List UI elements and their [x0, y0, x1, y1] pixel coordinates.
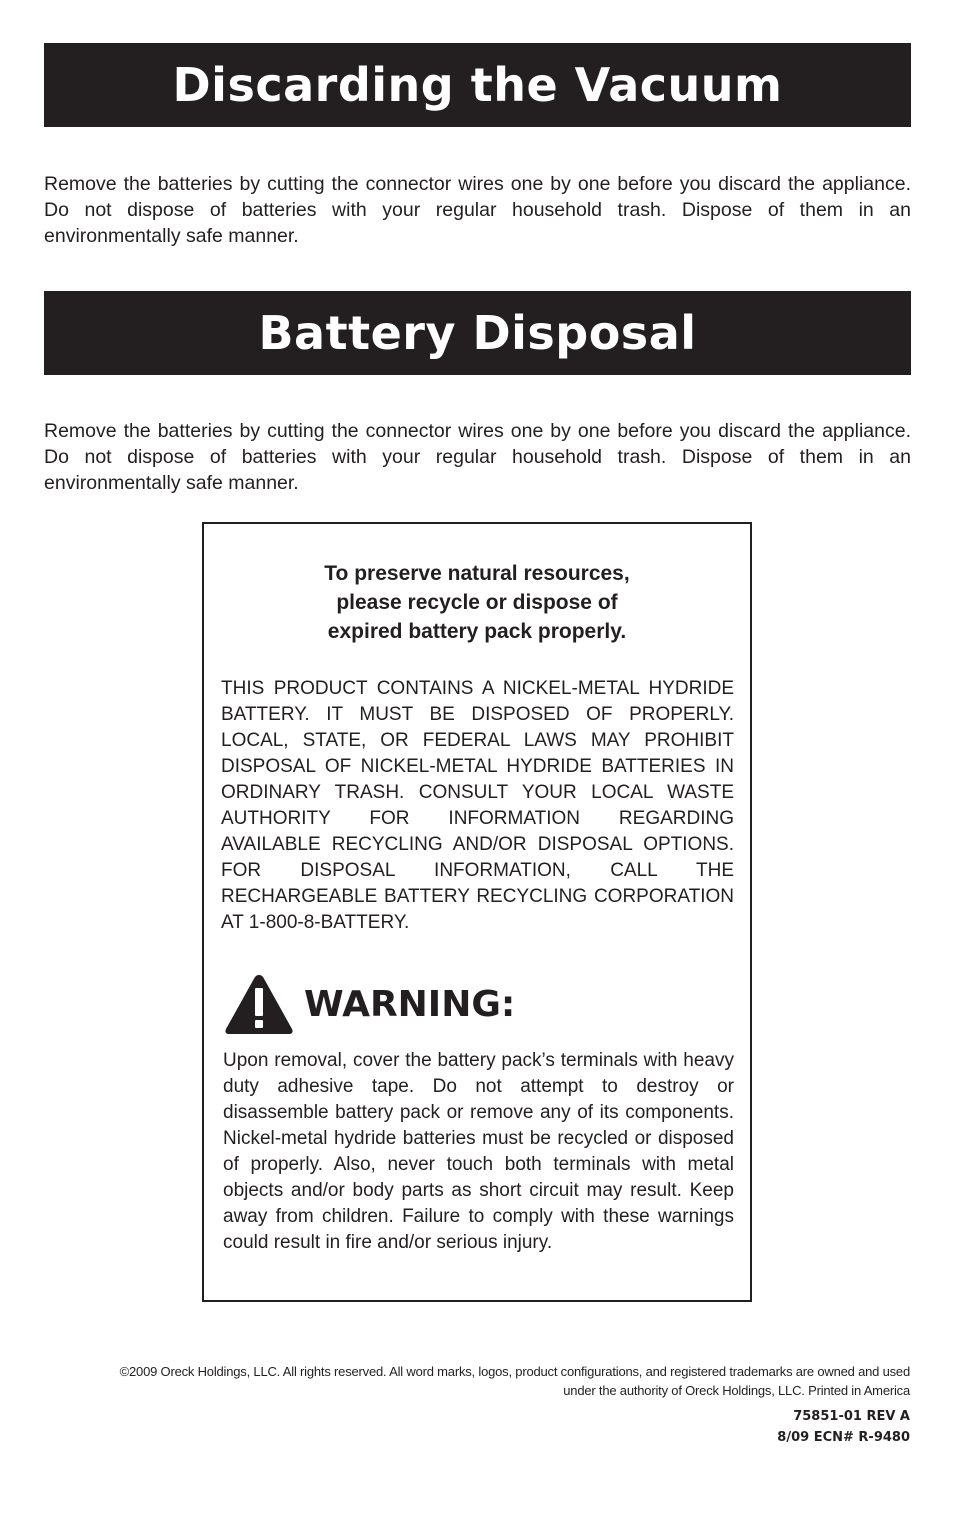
- notice-heading-line: please recycle or dispose of: [336, 591, 618, 614]
- warning-triangle-icon: [224, 973, 294, 1035]
- section-banner-battery-disposal: [44, 291, 911, 375]
- ecn-number: 8/09 ECN# R-9480: [777, 1430, 910, 1445]
- warning-body-text: Upon removal, cover the battery pack’s terminals with heavy duty adhesive tape. Do not attempt to destroy or disassemble battery pack or remove any of its components. Nickel-metal hydride batteries must be recycled or disposed of properly. Also, never touch both terminals with metal objects and/or body parts as short circuit may result. Keep away from children. Failure to comply with these warnings could result in fire and/or serious injury.: [223, 1050, 734, 1253]
- section-body-discarding: Remove the batteries by cutting the connector wires one by one before you discard the appliance. Do not dispose of batteries with your regular household trash. Dispose of them in an environmentally safe manner.: [44, 173, 911, 247]
- section-body-battery-disposal: Remove the batteries by cutting the connector wires one by one before you discard the appliance. Do not dispose of batteries with your regular household trash. Dispose of them in an environmentally safe manner.: [44, 420, 911, 494]
- notice-body-text: THIS PRODUCT CONTAINS A NICKEL-METAL HYDRIDE BATTERY. IT MUST BE DISPOSED OF PROPERLY. LOCAL, STATE, OR FEDERAL LAWS MAY PROHIBIT DISPOSAL OF NICKEL-METAL HYDRIDE BATTERIES IN ORDINARY TRASH. CONSULT YOUR LOCAL WASTE AUTHORITY FOR INFORMATION REGARDING AVAILABLE RECYCLING AND/OR DISPOSAL OPTIONS. FOR DISPOSAL INFORMATION, CALL THE RECHARGEABLE BATTERY RECYCLING CORPORATION AT 1-800-8-BATTERY.: [221, 678, 734, 933]
- warning-header: [224, 972, 515, 1036]
- copyright-notice: [50, 1362, 910, 1400]
- copyright-line: under the authority of Oreck Holdings, LLC. Printed in America: [563, 1383, 910, 1398]
- notice-heading-line: To preserve natural resources,: [324, 562, 630, 585]
- recycling-notice-box: [202, 522, 752, 1302]
- section-banner-discarding: [44, 43, 911, 127]
- section-title-discarding: Discarding the Vacuum: [172, 58, 783, 112]
- copyright-line: ©2009 Oreck Holdings, LLC. All rights reserved. All word marks, logos, product configurations, and registered trademarks are owned and used: [119, 1364, 910, 1379]
- part-number: 75851-01 REV A: [793, 1409, 910, 1424]
- notice-heading-line: expired battery pack properly.: [327, 620, 627, 643]
- section-title-battery-disposal: Battery Disposal: [258, 306, 697, 360]
- warning-title: WARNING:: [304, 983, 516, 1025]
- document-codes: [777, 1406, 910, 1448]
- notice-heading: [204, 559, 750, 646]
